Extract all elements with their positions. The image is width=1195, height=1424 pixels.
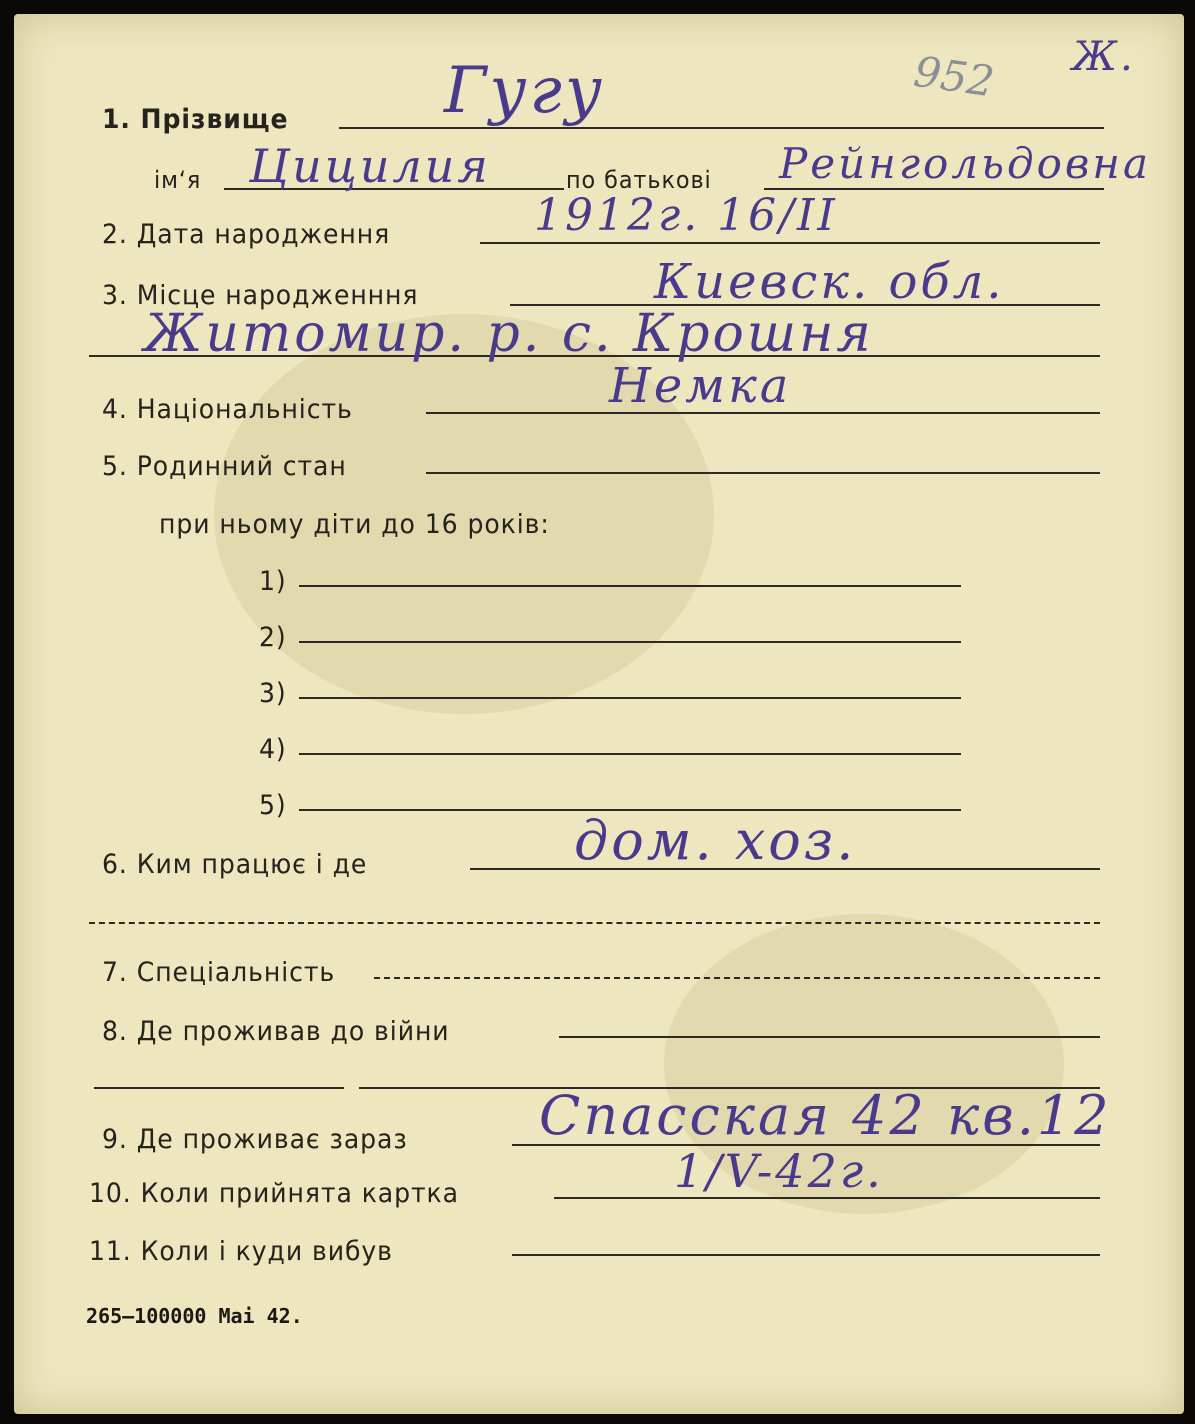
surname-label: 1. Прізвище: [102, 104, 289, 135]
current-address-label: 9. Де проживає зараз: [102, 1124, 408, 1155]
child-2-label: 2): [259, 622, 287, 653]
nationality-value: Немка: [609, 358, 792, 414]
birth-place-value-1: Киевск. обл.: [654, 254, 1005, 310]
child-1-line: [299, 585, 961, 587]
pencil-number: 952: [910, 46, 998, 107]
registration-card: [14, 14, 1184, 1414]
departure-label: 11. Коли і куди вибув: [89, 1236, 393, 1267]
speciality-label: 7. Спеціальність: [102, 957, 336, 988]
work-value: дом. хоз.: [574, 809, 857, 872]
patronymic-label: по батькові: [566, 166, 712, 194]
child-4-label: 4): [259, 734, 287, 765]
child-3-line: [299, 697, 961, 699]
child-1-label: 1): [259, 566, 287, 597]
card-date-label: 10. Коли прийнята картка: [89, 1178, 459, 1209]
child-4-line: [299, 753, 961, 755]
child-3-label: 3): [259, 678, 287, 709]
name-value: Цицилия: [249, 139, 491, 193]
surname-value: Гугу: [444, 54, 605, 128]
birth-date-label: 2. Дата народження: [102, 219, 391, 250]
corner-mark: Ж.: [1072, 34, 1136, 80]
current-address-value: Спасская 42 кв.12: [539, 1084, 1112, 1147]
child-2-line: [299, 641, 961, 643]
prewar-address-line-2a: [94, 1087, 344, 1089]
name-label: ім‘я: [154, 166, 202, 194]
speciality-line: [374, 977, 1100, 979]
prewar-address-line-1: [559, 1036, 1100, 1038]
child-5-label: 5): [259, 790, 287, 821]
birth-place-label: 3. Місце народженння: [102, 280, 419, 311]
birth-place-value-2: Житомир. р. с. Крошня: [144, 304, 874, 364]
family-status-line: [426, 472, 1100, 474]
card-date-value: 1/V-42г.: [674, 1144, 884, 1198]
print-code: 265—100000 Mai 42.: [86, 1304, 303, 1328]
prewar-address-label: 8. Де проживав до війни: [102, 1016, 450, 1047]
children-label: при ньому діти до 16 років:: [159, 509, 550, 540]
birth-date-value: 1912г. 16/II: [534, 190, 838, 241]
work-line-2: [89, 922, 1100, 924]
birth-date-line: [480, 242, 1100, 244]
nationality-label: 4. Національність: [102, 394, 353, 425]
family-status-label: 5. Родинний стан: [102, 451, 347, 482]
work-label: 6. Ким працює і де: [102, 849, 368, 880]
patronymic-value: Рейнгольдовна: [779, 139, 1152, 188]
departure-line: [512, 1254, 1100, 1256]
